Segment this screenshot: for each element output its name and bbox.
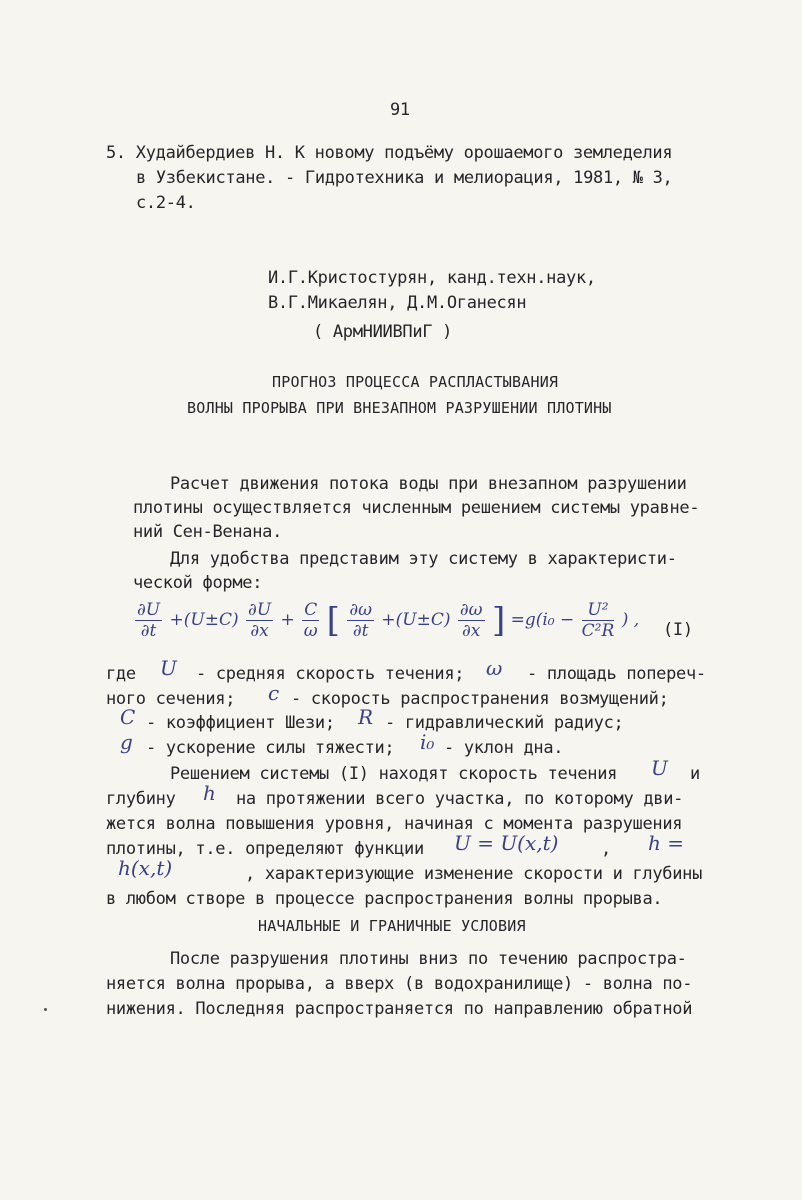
symbol-i0: i₀ xyxy=(420,730,435,754)
paragraph-3-line-2b: на протяжении всего участка, по которому дви- xyxy=(236,789,684,809)
paragraph-3-line-4b: , xyxy=(601,839,611,859)
symbol-c-small: c xyxy=(268,681,280,705)
reference-line-1: 5. Худайбердиев Н. К новому подъёму орошаемого земледелия xyxy=(106,143,673,163)
symbol-R: R xyxy=(358,705,374,729)
where-line-4b: - уклон дна. xyxy=(444,738,564,758)
saint-venant-equation: $\frac{\partial U}{\partial t}$ +(U±C) $\frac{\partial U}{\partial x}$ + $\frac{C}{\omega}$ [ $\frac{\partial\omega}{\partial t}$ +(U±C) $\frac{\partial\omega}{\partial x}$ ] =g(i₀ − $\frac{\text{U²}}{\text{C²R}}$ ) , xyxy=(137,600,640,641)
equation-number: (I) xyxy=(663,620,693,640)
where-line-1a: где xyxy=(106,664,136,684)
paragraph-2-line-2: ческой форме: xyxy=(133,573,263,593)
symbol-C-chezy: C xyxy=(120,705,136,729)
article-title-line-2: ВОЛНЫ ПРОРЫВА ПРИ ВНЕЗАПНОМ РАЗРУШЕНИИ ПЛОТИНЫ xyxy=(187,399,612,417)
scan-speck xyxy=(44,1008,47,1011)
author-line-2: В.Г.Микаелян, Д.М.Оганесян xyxy=(268,293,527,313)
author-organization: ( АрмНИИВПиГ ) xyxy=(313,322,453,342)
symbol-U: U xyxy=(160,656,177,680)
paragraph-1-line-3: ний Сен-Венана. xyxy=(133,522,283,542)
paragraph-4-line-2: няется волна прорыва, а вверх (в водохранилище) - волна по- xyxy=(106,974,693,994)
reference-line-3: с.2-4. xyxy=(136,193,196,213)
function-U-of-x-t: U = U(x,t) xyxy=(454,831,559,855)
article-title-line-1: ПРОГНОЗ ПРОЦЕССА РАСПЛАСТЫВАНИЯ xyxy=(272,373,559,391)
symbol-g: g xyxy=(120,730,133,754)
symbol-U-2: U xyxy=(651,756,668,780)
paragraph-3-line-6: в любом створе в процессе распространения волны прорыва. xyxy=(106,889,663,909)
paragraph-1-line-1: Расчет движения потока воды при внезапном разрушении xyxy=(170,474,687,494)
where-line-2b: - скорость распространения возмущений; xyxy=(291,689,669,709)
where-line-1c: - площадь попереч- xyxy=(527,664,706,684)
paragraph-4-line-1: После разрушения плотины вниз по течению распростра- xyxy=(170,949,687,969)
where-line-3a: - коэффициент Шези; xyxy=(146,713,335,733)
paragraph-3-line-3: жется волна повышения уровня, начиная с момента разрушения xyxy=(106,814,683,834)
function-h-equals: h = xyxy=(648,831,684,855)
paragraph-3-line-1a: Решением системы (I) находят скорость течения xyxy=(170,764,618,784)
where-line-2a: ного сечения; xyxy=(106,689,236,709)
function-h-of-x-t: h(x,t) xyxy=(118,856,173,880)
reference-line-2: в Узбекистане. - Гидротехника и мелиорация, 1981, № 3, xyxy=(136,168,673,188)
symbol-h: h xyxy=(203,781,216,805)
section-heading: НАЧАЛЬНЫЕ И ГРАНИЧНЫЕ УСЛОВИЯ xyxy=(258,917,526,935)
where-line-4a: - ускорение силы тяжести; xyxy=(146,738,395,758)
paragraph-4-line-3: нижения. Последняя распространяется по направлению обратной xyxy=(106,999,693,1019)
symbol-omega: ω xyxy=(486,656,503,680)
paragraph-3-line-4a: плотины, т.е. определяют функции xyxy=(106,839,424,859)
where-line-3b: - гидравлический радиус; xyxy=(385,713,624,733)
paragraph-3-line-2a: глубину xyxy=(106,789,176,809)
author-line-1: И.Г.Кристостурян, канд.техн.наук, xyxy=(268,268,596,288)
where-line-1b: - средняя скорость течения; xyxy=(196,664,465,684)
paragraph-3-line-1b: и xyxy=(690,764,700,784)
paragraph-1-line-2: плотины осуществляется численным решением системы уравне- xyxy=(133,498,700,518)
paragraph-2-line-1: Для удобства представим эту систему в характеристи- xyxy=(170,549,677,569)
page-number: 91 xyxy=(390,100,410,120)
paragraph-3-line-5b: , характеризующие изменение скорости и глубины xyxy=(245,864,703,884)
